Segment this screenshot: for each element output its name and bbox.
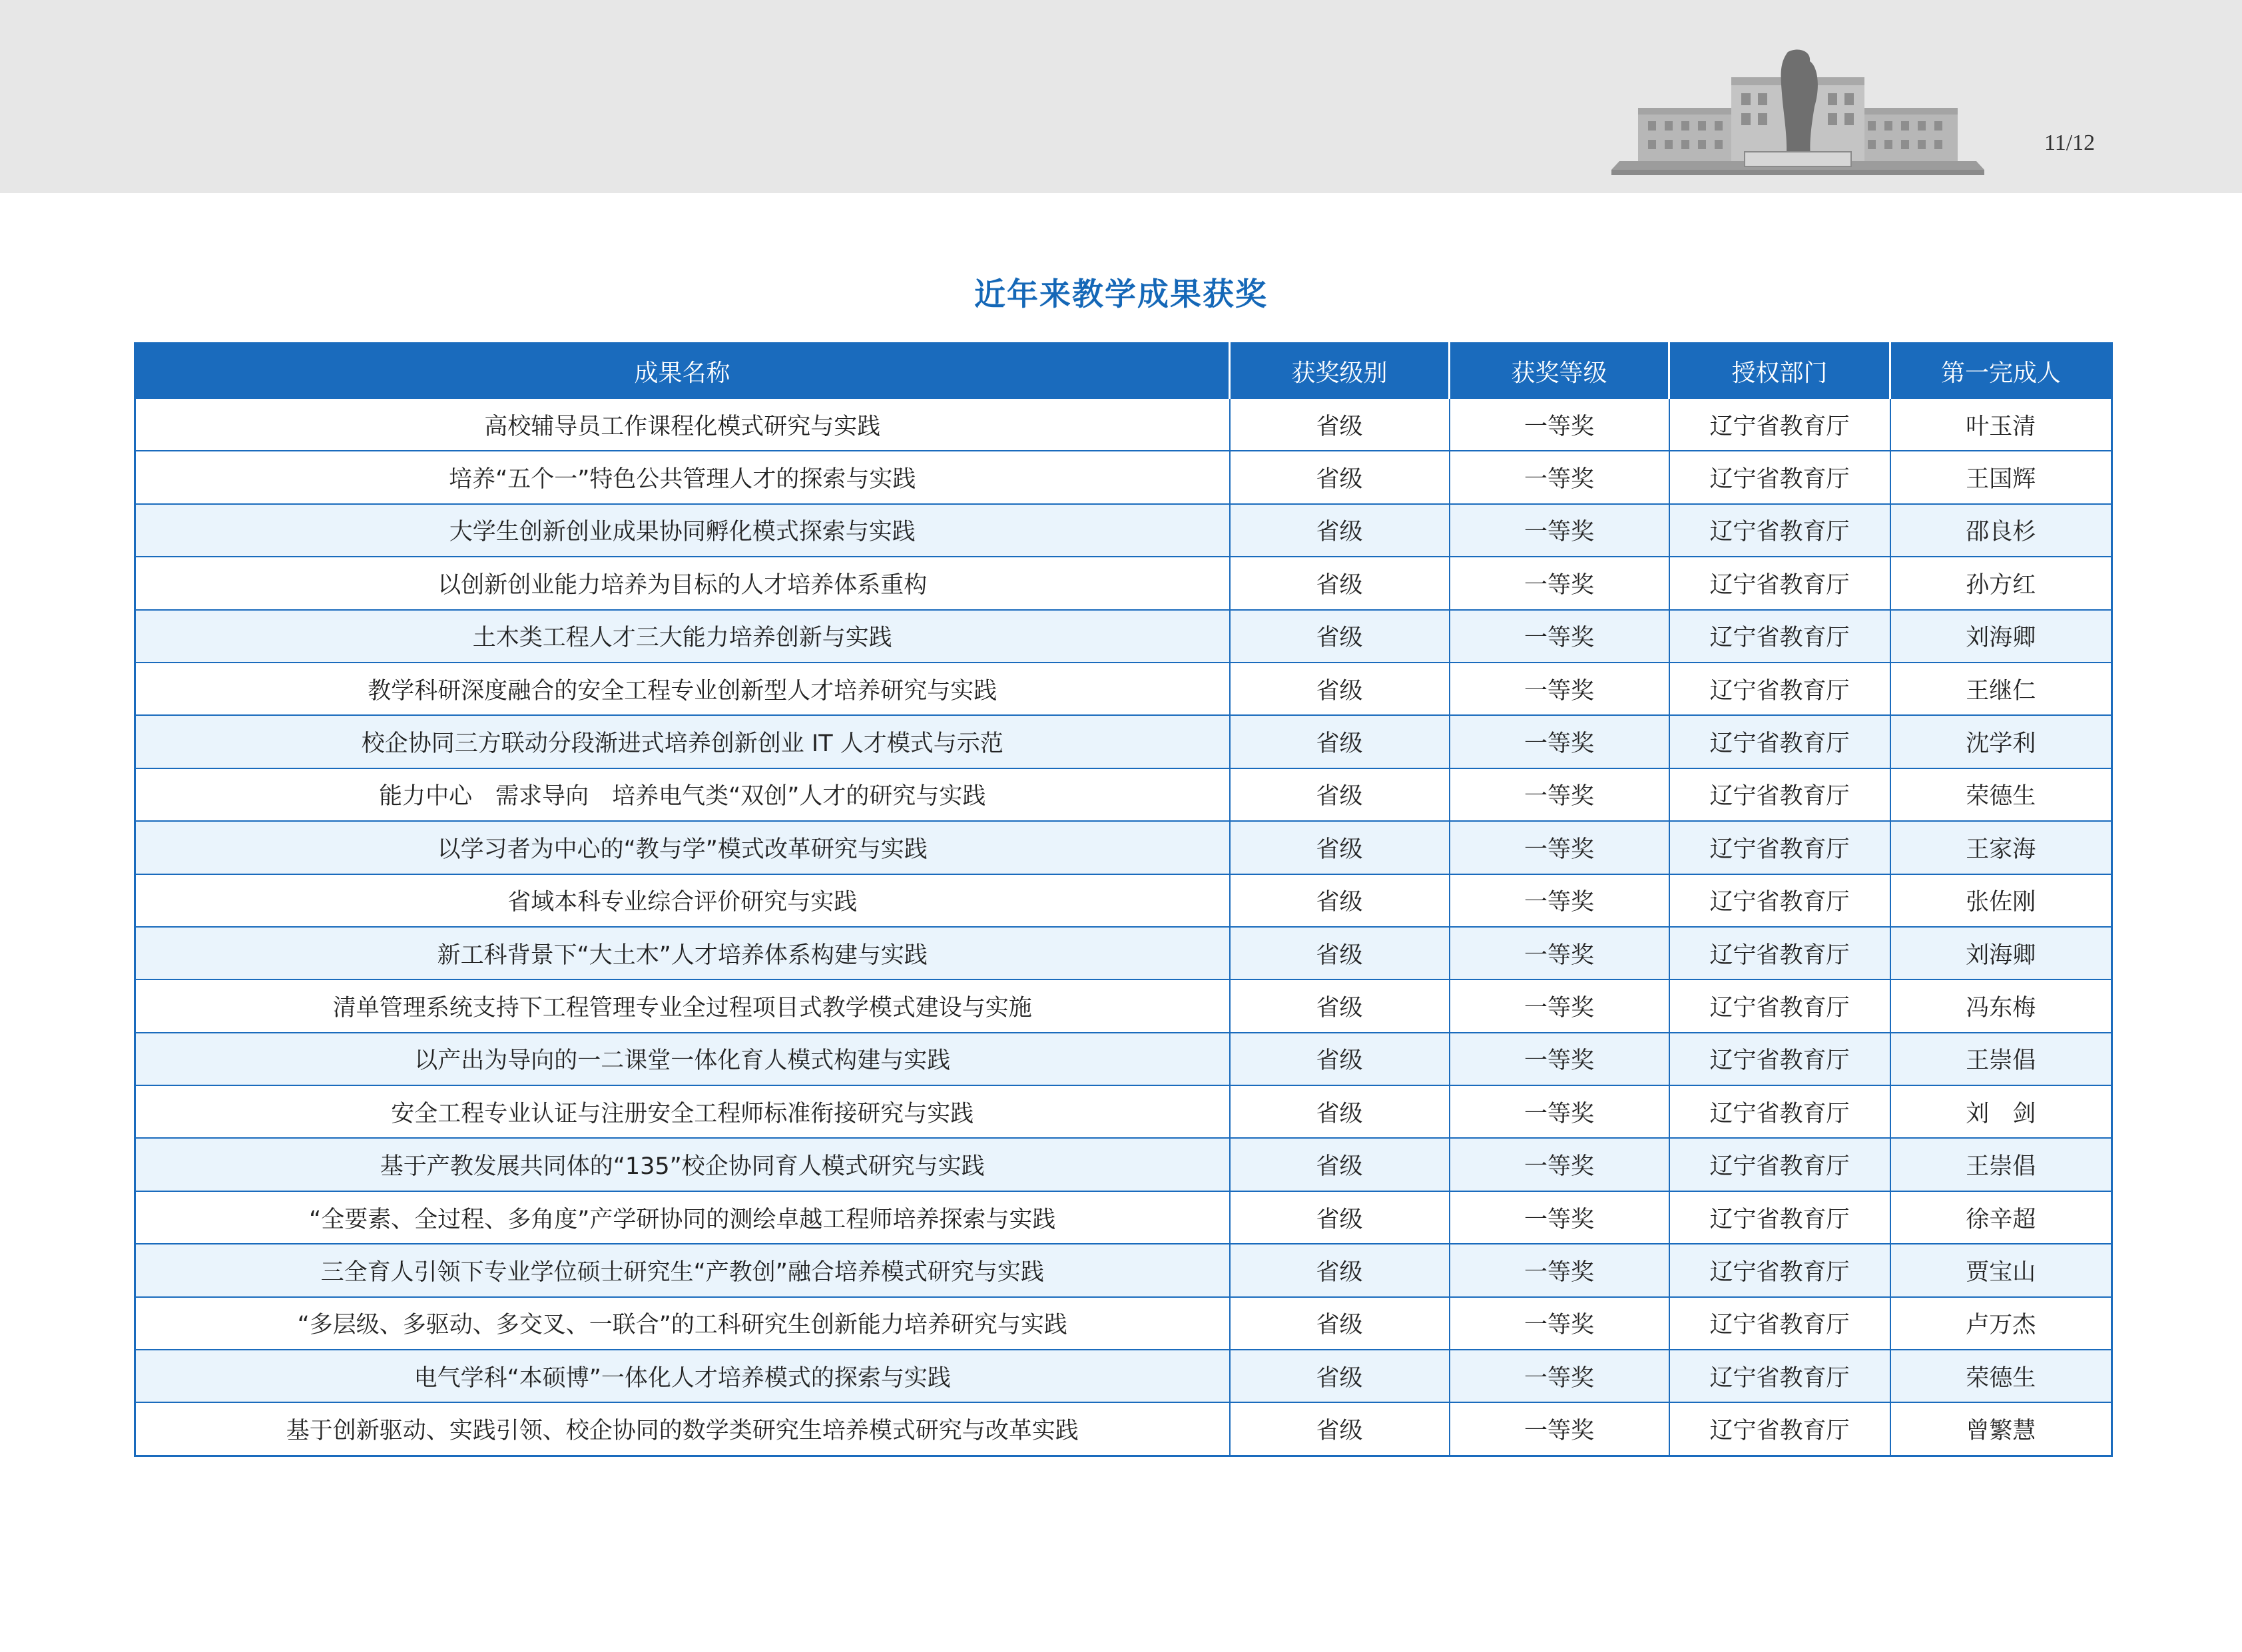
cell-grade: 一等奖 [1450, 398, 1669, 451]
cell-department: 辽宁省教育厅 [1669, 610, 1890, 663]
cell-grade: 一等奖 [1450, 821, 1669, 874]
table-row [135, 1138, 2112, 1191]
cell-department: 辽宁省教育厅 [1669, 451, 1890, 503]
cell-person: 曾繁慧 [1890, 1402, 2112, 1456]
cell-name: 省域本科专业综合评价研究与实践 [135, 874, 1230, 927]
cell-department: 辽宁省教育厅 [1669, 979, 1890, 1032]
cell-person: 刘海卿 [1890, 927, 2112, 979]
cell-department: 辽宁省教育厅 [1669, 768, 1890, 821]
cell-department: 辽宁省教育厅 [1669, 1244, 1890, 1296]
cell-department: 辽宁省教育厅 [1669, 874, 1890, 927]
cell-person: 卢万杰 [1890, 1297, 2112, 1350]
cell-grade: 一等奖 [1450, 663, 1669, 715]
cell-grade: 一等奖 [1450, 927, 1669, 979]
table-row [135, 1350, 2112, 1402]
page-title: 近年来教学成果获奖 [974, 276, 1268, 313]
cell-person: 王崇倡 [1890, 1033, 2112, 1085]
cell-name: 培养“五个一”特色公共管理人才的探索与实践 [135, 451, 1230, 503]
cell-department: 辽宁省教育厅 [1669, 1191, 1890, 1244]
table-row [135, 1402, 2112, 1456]
column-header-grade: 获奖等级 [1450, 344, 1669, 399]
cell-person: 王崇倡 [1890, 1138, 2112, 1191]
cell-level: 省级 [1230, 398, 1450, 451]
cell-name: 清单管理系统支持下工程管理专业全过程项目式教学模式建设与实施 [135, 979, 1230, 1032]
table-row [135, 1033, 2112, 1085]
table-row [135, 874, 2112, 927]
cell-name: “全要素、全过程、多角度”产学研协同的测绘卓越工程师培养探索与实践 [135, 1191, 1230, 1244]
cell-level: 省级 [1230, 1085, 1450, 1138]
cell-grade: 一等奖 [1450, 715, 1669, 768]
cell-grade: 一等奖 [1450, 1085, 1669, 1138]
cell-name: 安全工程专业认证与注册安全工程师标准衔接研究与实践 [135, 1085, 1230, 1138]
cell-level: 省级 [1230, 874, 1450, 927]
cell-name: 基于产教发展共同体的“135”校企协同育人模式研究与实践 [135, 1138, 1230, 1191]
table-row [135, 398, 2112, 451]
cell-name: 大学生创新创业成果协同孵化模式探索与实践 [135, 504, 1230, 557]
cell-person: 王国辉 [1890, 451, 2112, 503]
cell-level: 省级 [1230, 927, 1450, 979]
cell-department: 辽宁省教育厅 [1669, 504, 1890, 557]
cell-person: 贾宝山 [1890, 1244, 2112, 1296]
cell-department: 辽宁省教育厅 [1669, 1085, 1890, 1138]
cell-person: 孙方红 [1890, 557, 2112, 609]
cell-grade: 一等奖 [1450, 768, 1669, 821]
cell-name: 高校辅导员工作课程化模式研究与实践 [135, 398, 1230, 451]
cell-grade: 一等奖 [1450, 1297, 1669, 1350]
cell-department: 辽宁省教育厅 [1669, 663, 1890, 715]
table-header-row [135, 344, 2112, 399]
cell-level: 省级 [1230, 715, 1450, 768]
cell-name: 以创新创业能力培养为目标的人才培养体系重构 [135, 557, 1230, 609]
cell-department: 辽宁省教育厅 [1669, 927, 1890, 979]
column-header-department: 授权部门 [1669, 344, 1890, 399]
cell-person: 荣德生 [1890, 1350, 2112, 1402]
table-row [135, 821, 2112, 874]
cell-department: 辽宁省教育厅 [1669, 1033, 1890, 1085]
cell-name: 教学科研深度融合的安全工程专业创新型人才培养研究与实践 [135, 663, 1230, 715]
column-header-person: 第一完成人 [1890, 344, 2112, 399]
table-row [135, 663, 2112, 715]
cell-name: 能力中心 需求导向 培养电气类“双创”人才的研究与实践 [135, 768, 1230, 821]
cell-name: 三全育人引领下专业学位硕士研究生“产教创”融合培养模式研究与实践 [135, 1244, 1230, 1296]
cell-level: 省级 [1230, 1138, 1450, 1191]
cell-department: 辽宁省教育厅 [1669, 1350, 1890, 1402]
cell-name: 土木类工程人才三大能力培养创新与实践 [135, 610, 1230, 663]
cell-grade: 一等奖 [1450, 979, 1669, 1032]
table-row [135, 979, 2112, 1032]
cell-department: 辽宁省教育厅 [1669, 821, 1890, 874]
cell-level: 省级 [1230, 1244, 1450, 1296]
table-row [135, 1244, 2112, 1296]
cell-name: 以产出为导向的一二课堂一体化育人模式构建与实践 [135, 1033, 1230, 1085]
cell-level: 省级 [1230, 1297, 1450, 1350]
cell-level: 省级 [1230, 768, 1450, 821]
cell-grade: 一等奖 [1450, 610, 1669, 663]
cell-person: 刘海卿 [1890, 610, 2112, 663]
cell-department: 辽宁省教育厅 [1669, 1402, 1890, 1456]
cell-person: 王家海 [1890, 821, 2112, 874]
cell-level: 省级 [1230, 1191, 1450, 1244]
column-header-name: 成果名称 [135, 344, 1230, 399]
cell-level: 省级 [1230, 979, 1450, 1032]
cell-level: 省级 [1230, 821, 1450, 874]
cell-person: 刘 剑 [1890, 1085, 2112, 1138]
cell-grade: 一等奖 [1450, 1402, 1669, 1456]
header-band [0, 0, 2242, 193]
table-row [135, 610, 2112, 663]
table-row [135, 1085, 2112, 1138]
cell-name: 基于创新驱动、实践引领、校企协同的数学类研究生培养模式研究与改革实践 [135, 1402, 1230, 1456]
cell-grade: 一等奖 [1450, 557, 1669, 609]
awards-table [134, 342, 2113, 1457]
table-row [135, 451, 2112, 503]
cell-name: 电气学科“本硕博”一体化人才培养模式的探索与实践 [135, 1350, 1230, 1402]
cell-name: “多层级、多驱动、多交叉、一联合”的工科研究生创新能力培养研究与实践 [135, 1297, 1230, 1350]
cell-department: 辽宁省教育厅 [1669, 398, 1890, 451]
cell-grade: 一等奖 [1450, 874, 1669, 927]
cell-level: 省级 [1230, 1350, 1450, 1402]
page-number: 11/12 [2044, 131, 2096, 155]
table-row [135, 927, 2112, 979]
table-row [135, 768, 2112, 821]
table-row [135, 1191, 2112, 1244]
cell-level: 省级 [1230, 1402, 1450, 1456]
cell-person: 叶玉清 [1890, 398, 2112, 451]
cell-name: 新工科背景下“大土木”人才培养体系构建与实践 [135, 927, 1230, 979]
cell-level: 省级 [1230, 1033, 1450, 1085]
cell-grade: 一等奖 [1450, 1033, 1669, 1085]
column-header-level: 获奖级别 [1230, 344, 1450, 399]
cell-department: 辽宁省教育厅 [1669, 1297, 1890, 1350]
cell-grade: 一等奖 [1450, 451, 1669, 503]
cell-person: 荣德生 [1890, 768, 2112, 821]
cell-level: 省级 [1230, 610, 1450, 663]
cell-level: 省级 [1230, 451, 1450, 503]
cell-grade: 一等奖 [1450, 504, 1669, 557]
cell-person: 冯东梅 [1890, 979, 2112, 1032]
cell-person: 张佐刚 [1890, 874, 2112, 927]
cell-person: 徐辛超 [1890, 1191, 2112, 1244]
cell-person: 邵良杉 [1890, 504, 2112, 557]
cell-grade: 一等奖 [1450, 1350, 1669, 1402]
cell-grade: 一等奖 [1450, 1191, 1669, 1244]
cell-level: 省级 [1230, 557, 1450, 609]
cell-name: 以学习者为中心的“教与学”模式改革研究与实践 [135, 821, 1230, 874]
table-row [135, 715, 2112, 768]
cell-person: 王继仁 [1890, 663, 2112, 715]
table-row [135, 557, 2112, 609]
campus-building-emblem [1611, 47, 1984, 180]
cell-department: 辽宁省教育厅 [1669, 1138, 1890, 1191]
cell-department: 辽宁省教育厅 [1669, 715, 1890, 768]
cell-grade: 一等奖 [1450, 1138, 1669, 1191]
table-row [135, 1297, 2112, 1350]
cell-person: 沈学利 [1890, 715, 2112, 768]
cell-name: 校企协同三方联动分段渐进式培养创新创业 IT 人才模式与示范 [135, 715, 1230, 768]
table-row [135, 504, 2112, 557]
cell-grade: 一等奖 [1450, 1244, 1669, 1296]
cell-level: 省级 [1230, 663, 1450, 715]
cell-level: 省级 [1230, 504, 1450, 557]
cell-department: 辽宁省教育厅 [1669, 557, 1890, 609]
